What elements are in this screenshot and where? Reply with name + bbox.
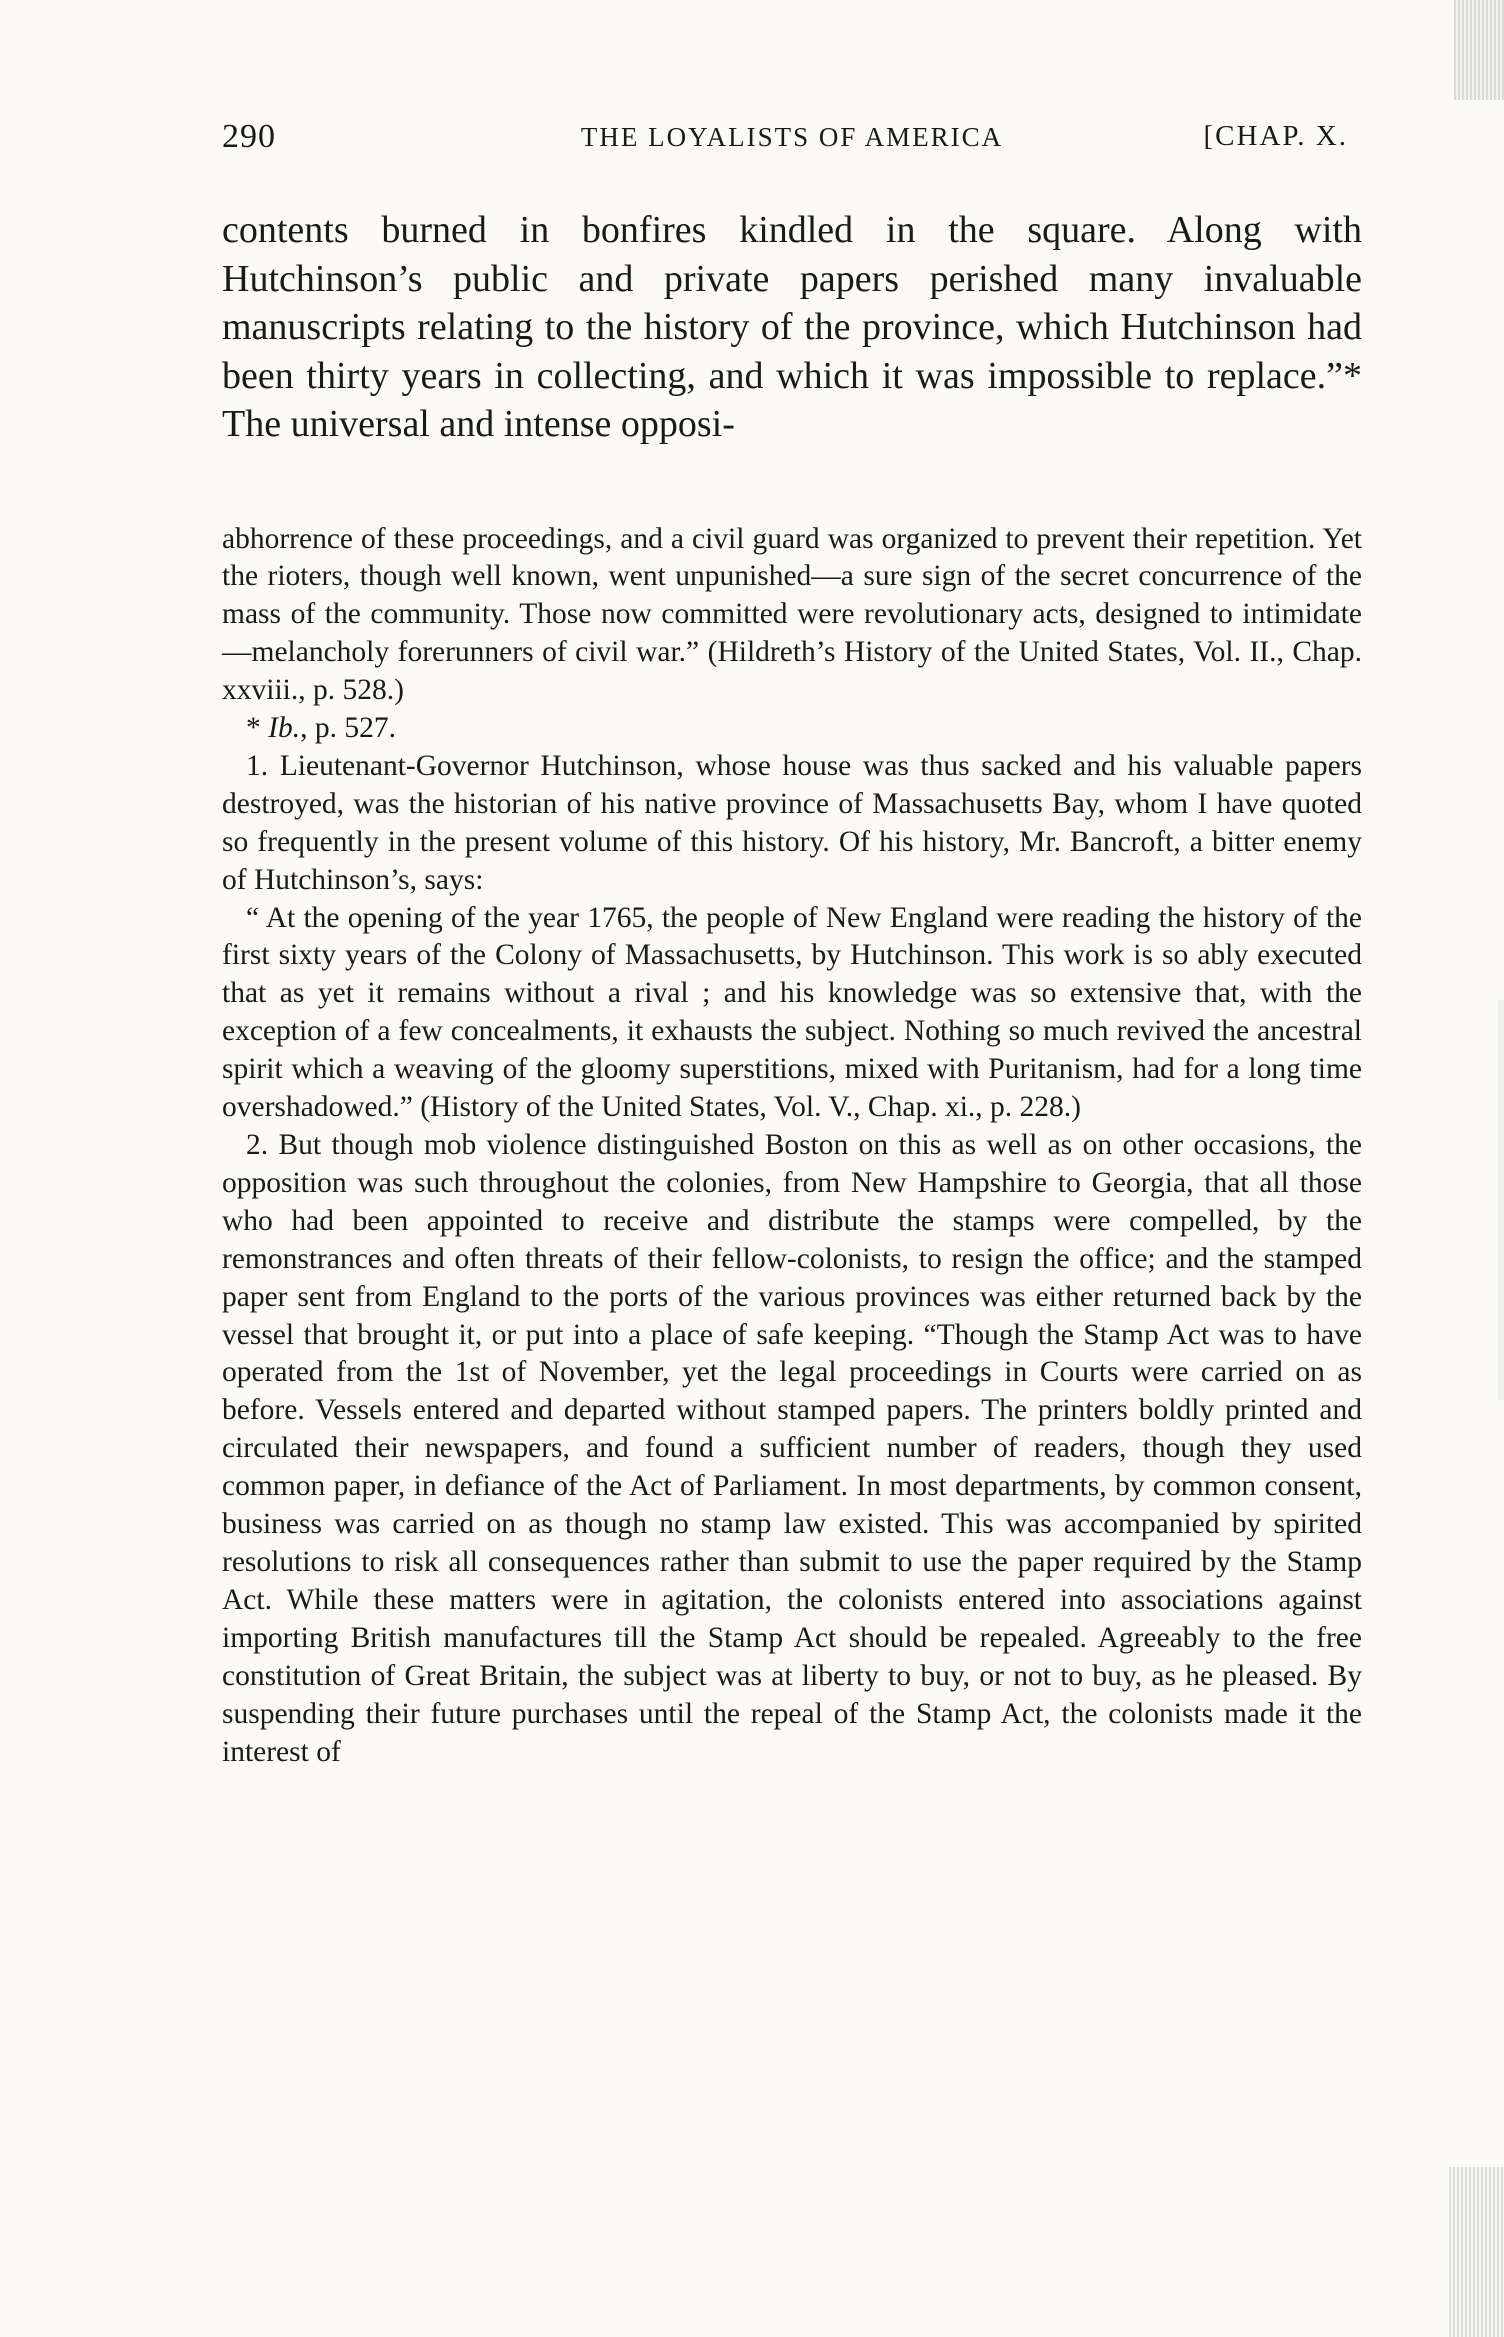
footnote-2: 2. But though mob violence distinguished Boston on this as well as on other occasions, the opposition was such throughout the colonies, from New Hampshire to Georgia, that all those who had been appointed to receive and distribute the stamps were compelled, by the remonstrances and often threats of their fellow-colonists, to resign the office; and the stamped paper sent from England to the ports of the various provinces was either returned back by the vessel that brought it, or put into a place of safe keeping. “Though the Stamp Act was to have operated from the 1st of November, yet the legal proceedings in Courts were carried on as before. Vessels entered and departed without stamped papers. The printers boldly printed and circulated their newspapers, and found a sufficient number of readers, though they used common paper, in defiance of the Act of Parliament. In most departments, by common consent, business was carried on as though no stamp law existed. This was accompanied by spirited resolutions to risk all consequences rather than submit to use the paper required by the Stamp Act. While these matters were in agitation, the colonists entered into associations against importing British manufactures till the Stamp Act should be repealed. Agreeably to the free constitution of Great Britain, the subject was at liberty to buy, or not to buy, as he pleased. By suspending their future purchases until the repeal of the Stamp Act, the colonists made it the interest of: [222, 1129, 1362, 1768]
chapter-label: [CHAP. X.: [1203, 120, 1348, 152]
footnote-star: [222, 710, 1362, 748]
footnote-star-page: , p. 527.: [300, 712, 396, 745]
page-number: 290: [222, 118, 276, 155]
footnote-star-ib: Ib.: [268, 712, 301, 745]
footnotes: [222, 521, 1362, 1772]
main-text: [222, 206, 1362, 449]
footnote-star-mark: *: [246, 712, 269, 745]
scan-edge-top: [1454, 0, 1504, 100]
scan-edge-mid: [1498, 1000, 1504, 1400]
footnote-quote: “ At the opening of the year 1765, the people of New England were reading the history of the first sixty years of the Colony of Massachusetts, by Hutchinson. This work is so ably executed that as yet it remains without a rival ; and his knowledge was so extensive that, with the exception of a few concealments, it exhausts the subject. Nothing so much revived the ancestral spirit which a weaving of the gloomy superstitions, mixed with Puritanism, had for a long time overshadowed.” (History of the United States, Vol. V., Chap. xi., p. 228.): [222, 901, 1362, 1124]
scan-edge-bottom: [1449, 2167, 1504, 2337]
running-title: THE LOYALISTS OF AMERICA: [580, 122, 1004, 152]
footnote-continuation: abhorrence of these proceedings, and a civil guard was organized to prevent their repetition. Yet the rioters, though well known, went unpunished—a sure sign of the secret concurrence of the mass of the community. Those now committed were revolutionary acts, designed to intimidate—melancholy forerunners of civil war.” (Hildreth’s History of the United States, Vol. II., Chap. xxviii., p. 528.): [222, 522, 1362, 707]
main-paragraph: contents burned in bonfires kindled in the square. Along with Hutchinson’s public and private papers perished many invaluable manuscripts relating to the history of the province, which Hutchinson had been thirty years in collecting, and which it was impossible to replace.”* The universal and intense opposi-: [222, 209, 1362, 445]
running-head: [222, 118, 1362, 172]
book-page: [222, 118, 1362, 1771]
footnote-1: 1. Lieutenant-Governor Hutchinson, whose house was thus sacked and his valuable papers destroyed, was the historian of his native province of Massachusetts Bay, whom I have quoted so frequently in the present volume of this history. Of his history, Mr. Bancroft, a bitter enemy of Hutchinson’s, says:: [222, 749, 1362, 896]
